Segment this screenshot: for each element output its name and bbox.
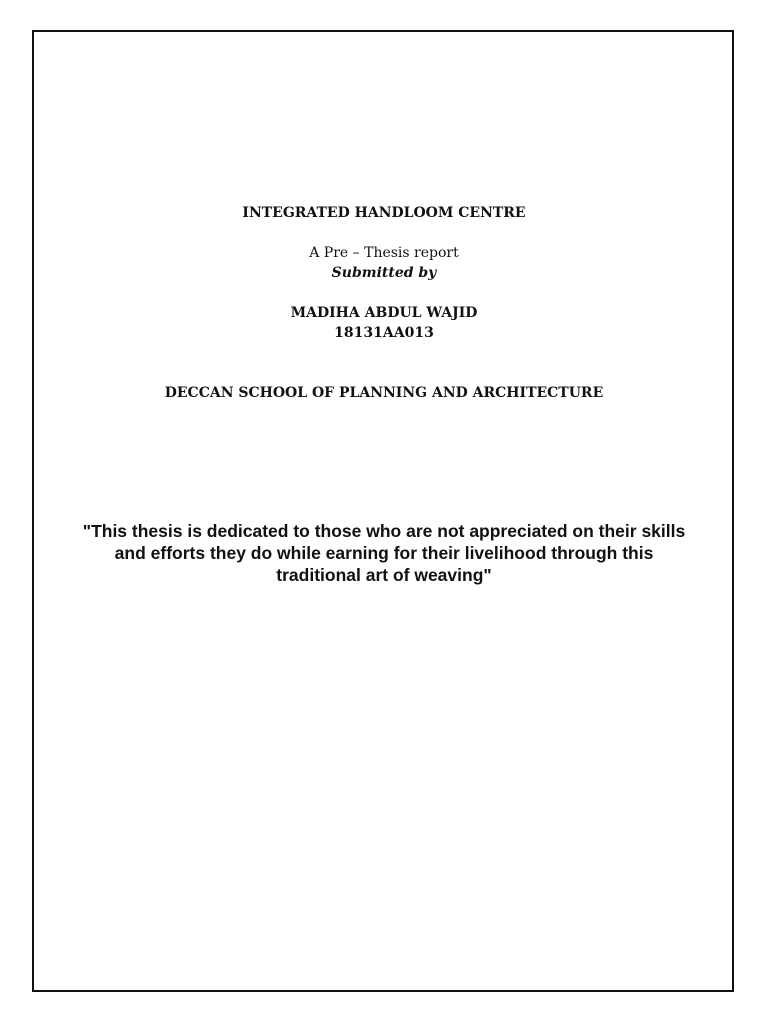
report-title: INTEGRATED HANDLOOM CENTRE bbox=[242, 205, 526, 221]
dedication-line: "This thesis is dedicated to those who are not appreciated on their skills bbox=[82, 521, 686, 541]
dedication-line: and efforts they do while earning for their livelihood through this bbox=[114, 543, 654, 563]
dedication-quote bbox=[40, 520, 728, 586]
institution-name: DECCAN SCHOOL OF PLANNING AND ARCHITECTURE bbox=[164, 385, 604, 401]
roll-number: 18131AA013 bbox=[334, 325, 434, 341]
author-name: MADIHA ABDUL WAJID bbox=[290, 305, 478, 321]
page-border bbox=[32, 30, 734, 992]
report-type: A Pre – Thesis report bbox=[309, 245, 459, 261]
submitted-by-label: Submitted by bbox=[331, 265, 437, 281]
dedication-line: traditional art of weaving" bbox=[276, 565, 492, 585]
